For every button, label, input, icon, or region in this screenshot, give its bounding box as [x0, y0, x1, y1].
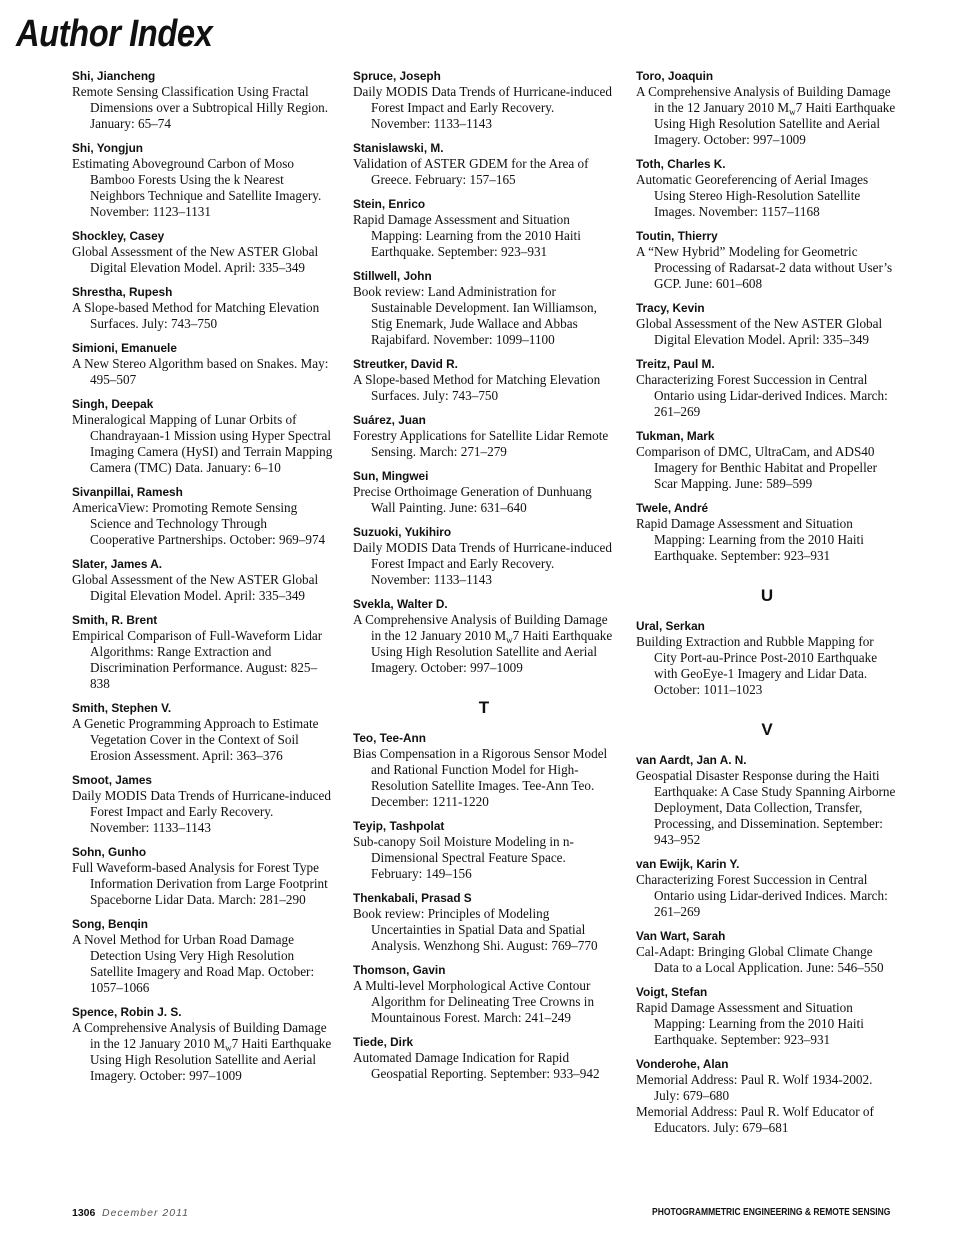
- citation-text: A Comprehensive Analysis of Building Damage in the 12 January 2010 M: [636, 84, 891, 115]
- index-entry: [353, 412, 615, 460]
- author-name: Shi, Jiancheng: [72, 69, 156, 83]
- article-citation: Forestry Applications for Satellite Lidar Remote Sensing. March: 271–279: [353, 428, 609, 459]
- article-citation: A New Stereo Algorithm based on Snakes. May: 495–507: [72, 356, 329, 387]
- author-name: Vonderohe, Alan: [636, 1057, 729, 1071]
- index-entry: [353, 140, 615, 188]
- article-citation: Global Assessment of the New ASTER Global Digital Elevation Model. April: 335–349: [636, 316, 883, 347]
- index-entry: [353, 962, 615, 1026]
- article-citation: Memorial Address: Paul R. Wolf 1934-2002. July: 679–680: [636, 1072, 873, 1103]
- article-citation: Validation of ASTER GDEM for the Area of Greece. February: 157–165: [353, 156, 589, 187]
- article-citation: [72, 1020, 334, 1084]
- index-entry: [72, 772, 334, 836]
- author-name: Tiede, Dirk: [353, 1035, 414, 1049]
- index-entry: [636, 984, 898, 1048]
- index-entry: [636, 356, 898, 420]
- index-entry: [72, 140, 334, 220]
- citation-text: A Comprehensive Analysis of Building Damage in the 12 January 2010 M: [353, 612, 608, 643]
- article-citation: [636, 84, 898, 148]
- index-entry: [72, 844, 334, 908]
- article-citation: Daily MODIS Data Trends of Hurricane-induced Forest Impact and Early Recovery. November: 1133–1143: [72, 788, 331, 835]
- index-entry: [353, 1034, 615, 1082]
- index-entry: [636, 752, 898, 848]
- article-citation: Rapid Damage Assessment and Situation Mapping: Learning from the 2010 Haiti Earthquake. September: 923–931: [636, 516, 864, 563]
- author-name: Svekla, Walter D.: [353, 597, 448, 611]
- author-name: Voigt, Stefan: [636, 985, 708, 999]
- section-letter: T: [478, 698, 490, 717]
- section-letter: V: [761, 720, 773, 739]
- index-column-3: [636, 68, 898, 1144]
- article-citation: Characterizing Forest Succession in Central Ontario using Lidar-derived Indices. March: 261–269: [636, 372, 888, 419]
- author-name: Spence, Robin J. S.: [72, 1005, 182, 1019]
- index-entry: [72, 228, 334, 276]
- author-name: Stanislawski, M.: [353, 141, 444, 155]
- article-citation: Book review: Land Administration for Sustainable Development. Ian Williamson, Stig Enemark, Jude Wallace and Abbas Rajabifard. November: 1099–1100: [353, 284, 597, 347]
- author-name: Shockley, Casey: [72, 229, 165, 243]
- author-name: Shi, Yongjun: [72, 141, 143, 155]
- index-entry: [72, 396, 334, 476]
- article-citation: Rapid Damage Assessment and Situation Mapping: Learning from the 2010 Haiti Earthquake. September: 923–931: [353, 212, 581, 259]
- author-name: Teyip, Tashpolat: [353, 819, 445, 833]
- author-name: Slater, James A.: [72, 557, 163, 571]
- issue-date: December 2011: [102, 1207, 189, 1219]
- article-citation: Full Waveform-based Analysis for Forest Type Information Derivation from Large Footprint Spaceborne Lidar Data. March: 281–290: [72, 860, 328, 907]
- index-entry: [72, 556, 334, 604]
- article-citation: Book review: Principles of Modeling Uncertainties in Spatial Data and Spatial Analysis. Wenzhong Shi. August: 769–770: [353, 906, 598, 953]
- section-letter: U: [760, 586, 774, 605]
- author-name: van Ewijk, Karin Y.: [636, 857, 740, 871]
- index-entry: [72, 484, 334, 548]
- citation-text: 7 Haiti Earthquake Using High Resolution Satellite and Aerial Imagery. October: 997–1009: [371, 628, 613, 675]
- author-name: Spruce, Joseph: [353, 69, 441, 83]
- magnitude-subscript: w: [789, 107, 796, 117]
- author-name: Smoot, James: [72, 773, 152, 787]
- journal-name: PHOTOGRAMMETRIC ENGINEERING & REMOTE SENSING: [651, 1207, 890, 1218]
- index-entry: [353, 196, 615, 260]
- citation-text: A Comprehensive Analysis of Building Damage in the 12 January 2010 M: [72, 1020, 327, 1051]
- article-citation: Global Assessment of the New ASTER Global Digital Elevation Model. April: 335–349: [72, 244, 319, 275]
- author-name: Sohn, Gunho: [72, 845, 147, 859]
- author-name: Tracy, Kevin: [636, 301, 705, 315]
- author-name: Suárez, Juan: [353, 413, 426, 427]
- article-citation: Mineralogical Mapping of Lunar Orbits of Chandrayaan-1 Mission using Hyper Spectral Imaging Camera (HySI) and Terrain Mapping Camera (TMC) Data. January: 6–10: [72, 412, 333, 475]
- index-entry: [636, 856, 898, 920]
- author-name: Stein, Enrico: [353, 197, 426, 211]
- article-citation: Empirical Comparison of Full-Waveform Lidar Algorithms: Range Extraction and Discrimination Performance. August: 825–838: [72, 628, 323, 691]
- article-citation: Automatic Georeferencing of Aerial Images Using Stereo High-Resolution Satellite Images. November: 1157–1168: [636, 172, 869, 219]
- page-title: Author Index: [16, 13, 213, 55]
- author-name: Thenkabali, Prasad S: [353, 891, 472, 905]
- index-entry: [636, 156, 898, 220]
- author-name: Tukman, Mark: [636, 429, 715, 443]
- article-citation: A “New Hybrid” Modeling for Geometric Processing of Radarsat-2 data without User’s GCP. June: 601–608: [636, 244, 893, 291]
- magnitude-subscript: w: [506, 635, 513, 645]
- author-name: Singh, Deepak: [72, 397, 154, 411]
- index-entry: [636, 1056, 898, 1136]
- index-entry: [636, 228, 898, 292]
- index-entry: [353, 68, 615, 132]
- author-name: Toutin, Thierry: [636, 229, 718, 243]
- article-citation: [353, 612, 615, 676]
- author-name: Toro, Joaquin: [636, 69, 714, 83]
- index-column-2: [353, 68, 615, 1090]
- article-citation: Cal-Adapt: Bringing Global Climate Change Data to a Local Application. June: 546–550: [636, 944, 884, 975]
- article-citation: Precise Orthoimage Generation of Dunhuang Wall Painting. June: 631–640: [353, 484, 592, 515]
- author-name: Simioni, Emanuele: [72, 341, 177, 355]
- author-name: Stillwell, John: [353, 269, 432, 283]
- article-citation: Comparison of DMC, UltraCam, and ADS40 Imagery for Benthic Habitat and Propeller Scar Mapping. June: 589–599: [636, 444, 878, 491]
- index-entry: [353, 818, 615, 882]
- index-column-1: [72, 68, 334, 1092]
- author-name: Teo, Tee-Ann: [353, 731, 426, 745]
- article-citation: Bias Compensation in a Rigorous Sensor Model and Rational Function Model for High-Resolution Satellite Images. Tee-Ann Teo. December: 1211-1220: [353, 746, 608, 809]
- author-name: Van Wart, Sarah: [636, 929, 726, 943]
- index-entry: [72, 700, 334, 764]
- index-entry: [353, 268, 615, 348]
- index-entry: [636, 428, 898, 492]
- citation-text: 7 Haiti Earthquake Using High Resolution Satellite and Aerial Imagery. October: 997–1009: [90, 1036, 332, 1083]
- author-name: Shrestha, Rupesh: [72, 285, 173, 299]
- author-name: Streutker, David R.: [353, 357, 458, 371]
- author-name: Song, Benqin: [72, 917, 149, 931]
- article-citation: Estimating Aboveground Carbon of Moso Bamboo Forests Using the k Nearest Neighbors Technique and Satellite Imagery. November: 1123–1131: [72, 156, 322, 219]
- article-citation: Geospatial Disaster Response during the Haiti Earthquake: A Case Study Spanning Airborne Deployment, Data Collection, Transfer, Processing, and Dissemination. September: 943–952: [636, 768, 896, 847]
- article-citation: AmericaView: Promoting Remote Sensing Science and Technology Through Cooperative Partnerships. October: 969–974: [72, 500, 326, 547]
- index-entry: [636, 68, 898, 148]
- article-citation: Daily MODIS Data Trends of Hurricane-induced Forest Impact and Early Recovery. November: 1133–1143: [353, 84, 612, 131]
- index-entry: [353, 730, 615, 810]
- magnitude-subscript: w: [225, 1043, 232, 1053]
- citation-text: 7 Haiti Earthquake Using High Resolution Satellite and Aerial Imagery. October: 997–1009: [654, 100, 896, 147]
- author-name: Smith, Stephen V.: [72, 701, 172, 715]
- author-name: Sivanpillai, Ramesh: [72, 485, 183, 499]
- index-entry: [353, 524, 615, 588]
- author-name: Treitz, Paul M.: [636, 357, 715, 371]
- page-footer: [0, 1207, 960, 1221]
- index-entry: [72, 284, 334, 332]
- article-citation: Sub-canopy Soil Moisture Modeling in n-Dimensional Spectral Feature Space. February: 149–156: [353, 834, 574, 881]
- article-citation: A Genetic Programming Approach to Estimate Vegetation Cover in the Context of Soil Erosion Assessment. April: 363–376: [72, 716, 319, 763]
- index-entry: [353, 890, 615, 954]
- author-name: Twele, André: [636, 501, 709, 515]
- index-entry: [636, 928, 898, 976]
- index-entry: [636, 300, 898, 348]
- page-number: 1306: [72, 1207, 96, 1219]
- author-name: Smith, R. Brent: [72, 613, 158, 627]
- article-citation: A Slope-based Method for Matching Elevation Surfaces. July: 743–750: [353, 372, 601, 403]
- article-citation: Building Extraction and Rubble Mapping for City Port-au-Prince Post-2010 Earthquake with GeoEye-1 Imagery and Lidar Data. October: 1011–1023: [636, 634, 878, 697]
- article-citation: Characterizing Forest Succession in Central Ontario using Lidar-derived Indices. March: 261–269: [636, 872, 888, 919]
- article-citation: A Multi-level Morphological Active Contour Algorithm for Delineating Tree Crowns in Mountainous Forest. March: 241–249: [353, 978, 595, 1025]
- index-entry: [72, 916, 334, 996]
- article-citation: Rapid Damage Assessment and Situation Mapping: Learning from the 2010 Haiti Earthquake. September: 923–931: [636, 1000, 864, 1047]
- author-name: Toth, Charles K.: [636, 157, 726, 171]
- author-name: Suzuoki, Yukihiro: [353, 525, 452, 539]
- index-entry: [72, 612, 334, 692]
- index-entry: [72, 1004, 334, 1084]
- author-name: Ural, Serkan: [636, 619, 705, 633]
- article-citation: Global Assessment of the New ASTER Global Digital Elevation Model. April: 335–349: [72, 572, 319, 603]
- index-entry: [353, 468, 615, 516]
- article-citation: A Novel Method for Urban Road Damage Detection Using Very High Resolution Satellite Imagery and Road Map. October: 1057–1066: [72, 932, 315, 995]
- index-entry: [353, 356, 615, 404]
- author-name: Thomson, Gavin: [353, 963, 446, 977]
- article-citation: Automated Damage Indication for Rapid Geospatial Reporting. September: 933–942: [353, 1050, 600, 1081]
- article-citation: Remote Sensing Classification Using Fractal Dimensions over a Subtropical Hilly Region. January: 65–74: [72, 84, 329, 131]
- author-name: van Aardt, Jan A. N.: [636, 753, 747, 767]
- index-entry: [72, 68, 334, 132]
- index-entry: [636, 500, 898, 564]
- article-citation: A Slope-based Method for Matching Elevation Surfaces. July: 743–750: [72, 300, 320, 331]
- index-entry: [636, 618, 898, 698]
- author-name: Sun, Mingwei: [353, 469, 429, 483]
- article-citation: Daily MODIS Data Trends of Hurricane-induced Forest Impact and Early Recovery. November: 1133–1143: [353, 540, 612, 587]
- index-entry: [72, 340, 334, 388]
- index-entry: [353, 596, 615, 676]
- article-citation: Memorial Address: Paul R. Wolf Educator of Educators. July: 679–681: [636, 1104, 874, 1135]
